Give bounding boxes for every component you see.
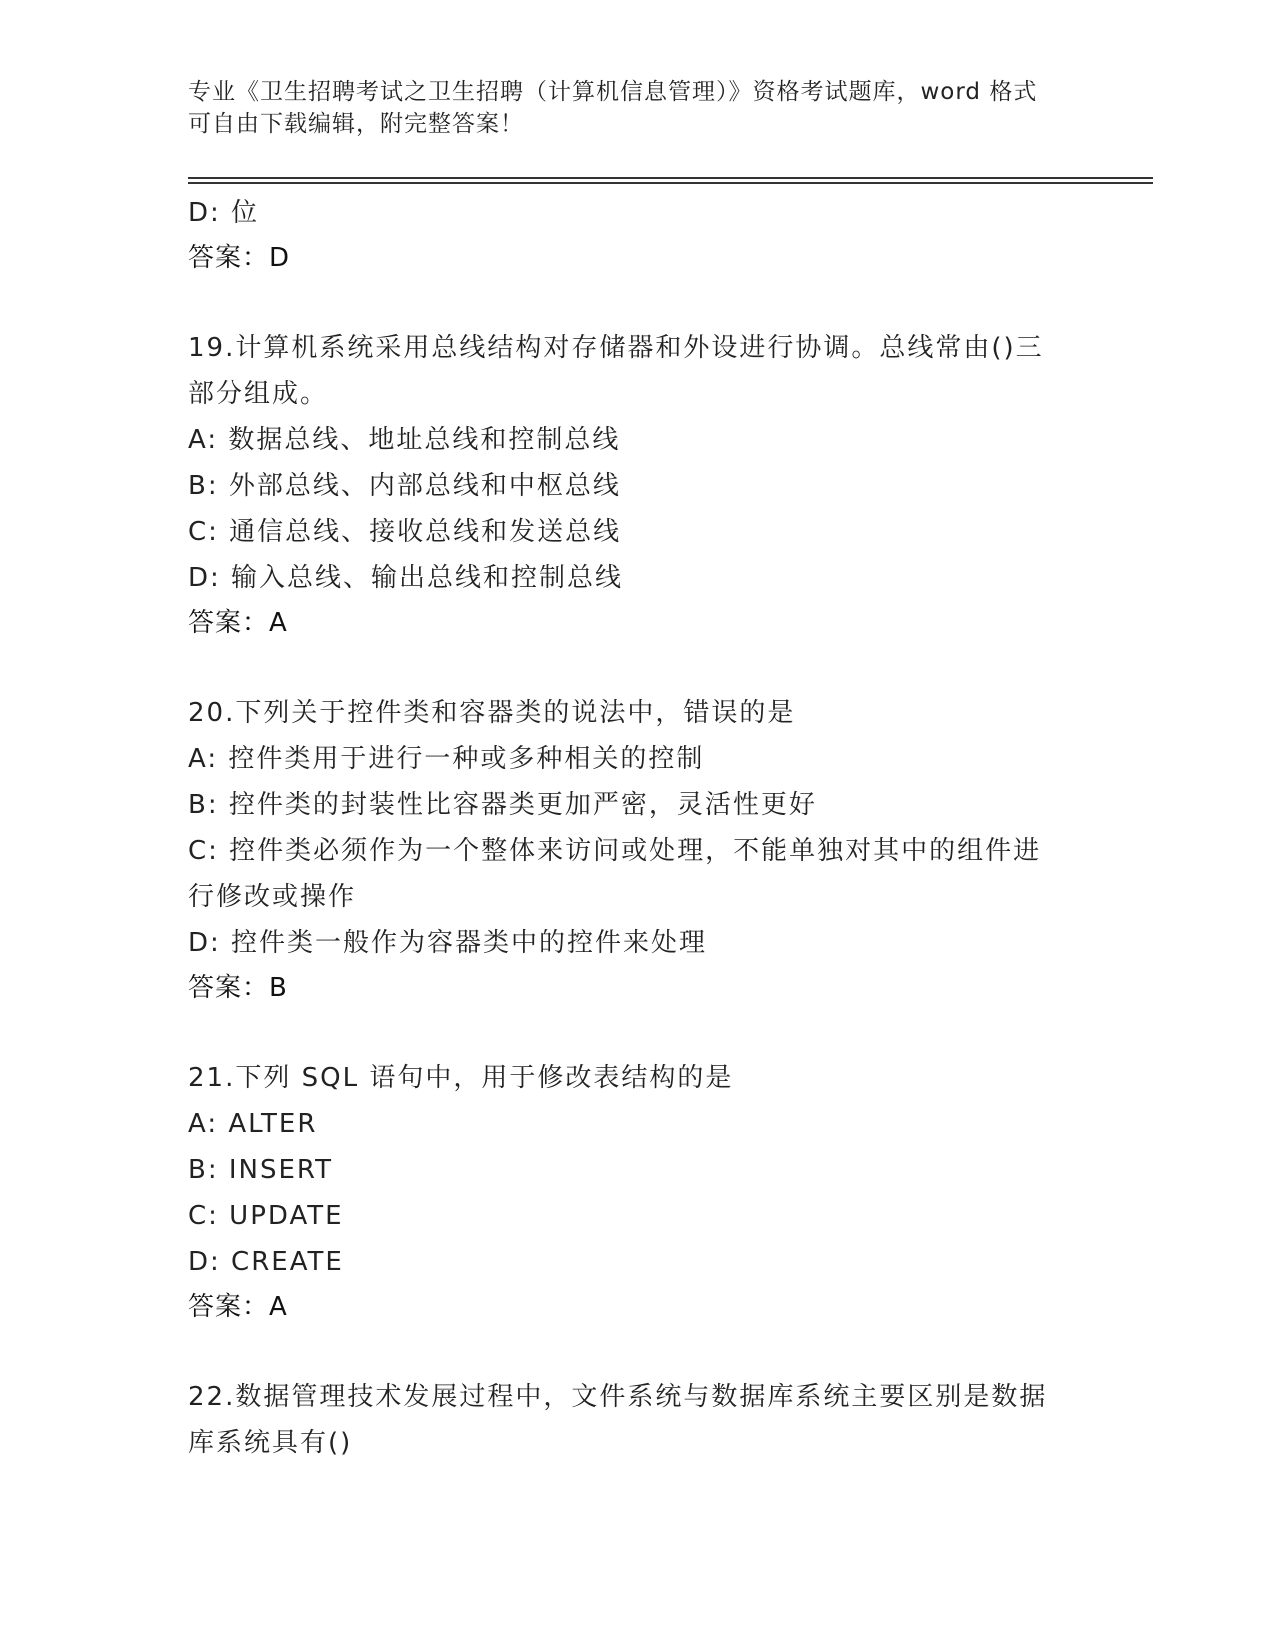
question-text: 20.下列关于控件类和容器类的说法中，错误的是: [188, 698, 796, 728]
question-list: [188, 190, 1088, 1466]
question-spacer: [188, 280, 1088, 325]
question-text: 21.下列 SQL 语句中，用于修改表结构的是: [188, 1063, 734, 1093]
header-divider-bottom: [188, 182, 1153, 184]
option-line: C: UPDATE: [188, 1201, 344, 1231]
answer-line: 答案：A: [188, 1292, 288, 1322]
header-divider-top: [188, 177, 1153, 179]
option-line: C: 通信总线、接收总线和发送总线: [188, 517, 622, 547]
question-text: 19.计算机系统采用总线结构对存储器和外设进行协调。总线常由()三: [188, 333, 1044, 363]
option-line: A: ALTER: [188, 1109, 318, 1139]
option-line: D: 位: [188, 198, 260, 228]
option-line: A: 控件类用于进行一种或多种相关的控制: [188, 744, 705, 774]
option-line: A: 数据总线、地址总线和控制总线: [188, 425, 621, 455]
question-spacer: [188, 1010, 1088, 1055]
answer-line: 答案：B: [188, 973, 288, 1003]
option-line: B: INSERT: [188, 1155, 333, 1185]
option-line: D: CREATE: [188, 1247, 344, 1277]
document-header: [188, 76, 1088, 140]
option-line: 行修改或操作: [188, 882, 357, 912]
header-line-2: 可自由下载编辑，附完整答案！: [188, 111, 524, 137]
option-line: D: 控件类一般作为容器类中的控件来处理: [188, 928, 708, 958]
question-spacer: [188, 1329, 1088, 1374]
answer-line: 答案：D: [188, 243, 291, 273]
option-line: D: 输入总线、输出总线和控制总线: [188, 563, 624, 593]
question-text: 22.数据管理技术发展过程中，文件系统与数据库系统主要区别是数据: [188, 1382, 1048, 1412]
header-line-1: 专业《卫生招聘考试之卫生招聘（计算机信息管理）》资格考试题库，word 格式: [188, 79, 1038, 105]
answer-line: 答案：A: [188, 608, 288, 638]
question-text: 库系统具有(): [188, 1428, 353, 1458]
option-line: B: 控件类的封装性比容器类更加严密，灵活性更好: [188, 790, 817, 820]
question-text: 部分组成。: [188, 379, 329, 409]
option-line: B: 外部总线、内部总线和中枢总线: [188, 471, 621, 501]
option-line: C: 控件类必须作为一个整体来访问或处理，不能单独对其中的组件进: [188, 836, 1042, 866]
question-spacer: [188, 645, 1088, 690]
